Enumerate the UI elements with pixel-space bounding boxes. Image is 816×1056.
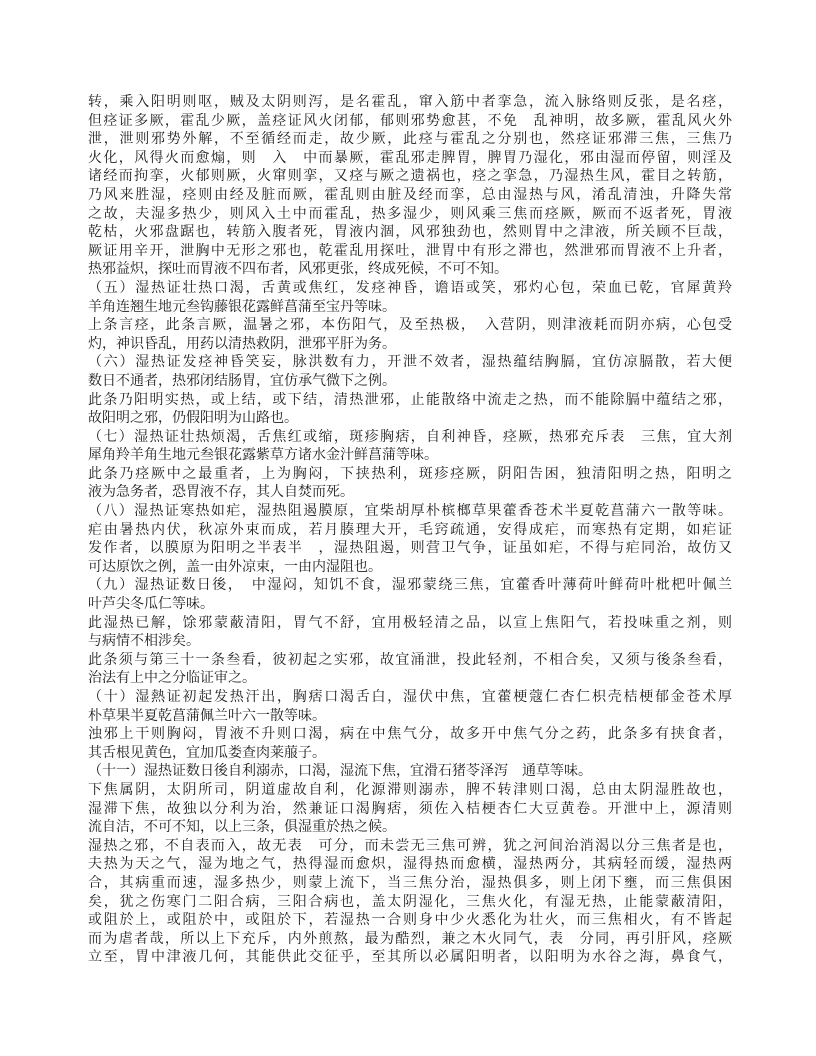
text-line: 乃风来胜湿，痉则由经及脏而厥，霍乱则由脏及经而挛，总由湿热与风，淆乱清浊，升降失常 <box>88 187 732 203</box>
text-line: 可达原饮之例，盖一由外凉束，一由内湿阻也。 <box>88 559 382 575</box>
text-line: 此条乃痉厥中之最重者，上为胸闷，下挟热利，斑疹痉厥，阴阳告困，独清阳明之热，阳明之 <box>88 466 732 482</box>
text-line: 故阳明之邪，仍假阳明为山路也。 <box>88 411 298 427</box>
text-line: 浊邪上干则胸闷，胃液不升则口渴，病在中焦气分，故多开中焦气分之药，此条多有挟食者， <box>88 727 732 743</box>
text-line: 治法有上中之分临证审之。 <box>88 671 256 687</box>
text-line: 诸经而拘挛，火郁则厥，火窜则挛，又痉与厥之遗祸也，痉之挛急，乃湿热生风，霍目之转筋， <box>88 169 732 185</box>
text-line: 夫热为天之气，湿为地之气，热得湿而愈炽，湿得热而愈横，湿热两分，其病轻而缓，湿热两 <box>88 857 732 873</box>
text-line: （十）湿熱证初起发热汗出，胸痞口渴舌白，湿伏中焦，宜藿梗蔻仁杏仁枳壳桔梗郁金苍术厚 <box>88 690 732 705</box>
text-line: 湿滞下焦，故独以分利为治，然兼证口渴胸痞，须佐入桔梗杏仁大豆黄卷。开泄中上，源清则 <box>88 801 732 817</box>
text-line: 矣，犹之伤寒门二阳合病，三阳合病也，盖太阴湿化，三焦火化，有湿无热，止能蒙蔽清阳， <box>88 894 732 910</box>
text-line: 或阻於上，或阻於中，或阻於下，若湿热一合则身中少火悉化为壮火，而三焦相火，有不皆起 <box>88 913 732 929</box>
text-line: 与病情不相涉矣。 <box>88 634 200 650</box>
text-line: 转，乘入阳明则呕，贼及太阴则泻，是名霍乱，窜入筋中者挛急，流入脉络则反张，是名痉， <box>88 95 732 110</box>
text-line: （七）湿热证壮热烦渴，舌焦红或缩，斑疹胸痞，自利神昏，痉厥，热邪充斥表 三焦，宜大剂 <box>88 429 732 445</box>
text-block <box>88 94 732 968</box>
text-line: 此条须与第三十一条叁看，彼初起之实邪，故宜涌泄，投此轻剂，不相合矣，又须与後条叁看， <box>88 652 732 668</box>
text-line: 合，其病重而速，湿多热少，则蒙上流下，当三焦分治，湿热俱多，则上闭下壅，而三焦俱困 <box>88 875 732 891</box>
text-line: 立至，胃中津液几何，其能供此交征乎，至其所以必属阳明者，以阳明为水谷之海，鼻食气， <box>88 950 732 966</box>
text-line: （五）湿热证壮热口渴，舌黄或焦红，发痉神昏，谵语或笑，邪灼心包，荣血已乾，官犀黄羚 <box>88 280 732 296</box>
text-line: 之故，夫湿多热少，则风入土中而霍乱，热多湿少，则风乘三焦而痉厥，厥而不返者死，胃液 <box>88 206 732 222</box>
text-line: 液为急务者，恐胃液不存，其人自焚而死。 <box>88 485 354 501</box>
text-line: （六）湿热证发痉神昏笑妄，脉洪数有力，开泄不效者，湿热蕴结胸膈，宜仿凉膈散，若大便 <box>88 355 732 371</box>
text-line: 数日不通者，热邪闭结肠胃，宜仿承气微下之例。 <box>88 373 396 389</box>
text-line: （八）湿热证寒热如疟，湿热阻遏膜原，宜柴胡厚朴槟榔草果藿香苍术半夏乾菖蒲六一散等味。 <box>88 504 732 520</box>
text-line: 热邪益炽，探吐而胃液不四布者，风邪更张，终成死候，不可不知。 <box>88 262 508 278</box>
text-line: （十一）湿热证数日後自利溺赤，口渴，湿流下焦，宜滑石猪苓泽泻 通草等味。 <box>88 764 592 780</box>
text-line: 下焦属阴，太阴所司，阴道虚故自利，化源滞则溺赤，脾不转津则口渴，总由太阴湿胜故也， <box>88 782 732 798</box>
text-line: 此条乃阳明实热，或上结，或下结，清热泄邪，止能散络中流走之热，而不能除膈中蕴结之邪， <box>88 392 732 408</box>
text-line: 叶芦尖冬瓜仁等味。 <box>88 597 214 613</box>
text-line: 湿热之邪，不自表而入，故无表 可分，而未尝无三焦可辨，犹之河间治消渴以分三焦者是也， <box>88 838 732 854</box>
text-line: 犀角羚羊角生地元叁银花露紫草方诸水金汁鲜菖蒲等味。 <box>88 448 438 464</box>
text-line: 而为虐者哉，所以上下充斥，内外煎熬，最为酷烈，兼之木火同气，表 分同，再引肝风，痉厥 <box>88 931 732 947</box>
text-line: 此湿热已解，馀邪蒙蔽清阳，胃气不舒，宜用极轻清之品，以宣上焦阳气，若投味重之剂，则 <box>88 615 732 631</box>
text-line: 羊角连翘生地元叁钩藤银花露鲜菖蒲至宝丹等味。 <box>88 299 396 315</box>
text-line: 厥证用辛开，泄胸中无形之邪也，乾霍乱用探吐，泄胃中有形之滞也，然泄邪而胃液不上升者， <box>88 243 732 259</box>
text-line: 灼，神识昏乱，用药以清热救阴，泄邪平肝为务。 <box>88 336 396 352</box>
text-line: 疟由暑热内伏，秋凉外束而成，若月腠理大开，毛窍疏通，安得成疟，而寒热有定期，如疟证 <box>88 522 732 538</box>
text-line: 但痉证多厥，霍乱少厥，盖痉证风火闭郁，郁则邪势愈甚，不免 乱神明，故多厥，霍乱风火外 <box>88 113 732 129</box>
text-line: 火化，风得火而愈煽，则 入 中而暴厥，霍乱邪走脾胃，脾胃乃湿化，邪由湿而停留，则淫及 <box>88 150 732 166</box>
text-line: 乾枯，火邪盘踞也，转筋入腹者死，胃液内涸，风邪独劲也，然则胃中之津液，所关顾不巨哉， <box>88 225 732 241</box>
text-line: 朴草果半夏乾菖蒲佩兰叶六一散等味。 <box>88 708 326 724</box>
text-line: 泄，泄则邪势外解，不至循经而走，故少厥，此痉与霍乱之分别也，然痉证邪滞三焦，三焦乃 <box>88 132 732 148</box>
text-line: 发作者，以膜原为阳明之半表半 ，湿热阻遏，则营卫气争，证虽如疟，不得与疟同治，故仿又 <box>88 541 732 557</box>
text-line: 其舌根见黄色，宜加瓜娄查肉莱菔子。 <box>88 745 326 761</box>
text-line: （九）湿热证数日後， 中湿闷，知饥不食，湿邪蒙绕三焦，宜藿香叶薄荷叶鲜荷叶枇杷叶佩兰 <box>88 578 732 594</box>
text-line: 流自洁，不可不知，以上三条，俱湿重於热之候。 <box>88 820 396 836</box>
text-line: 上条言痉，此条言厥，温暑之邪，本伤阳气，及至热极， 入营阴，则津液耗而阴亦病，心包受 <box>88 318 732 334</box>
